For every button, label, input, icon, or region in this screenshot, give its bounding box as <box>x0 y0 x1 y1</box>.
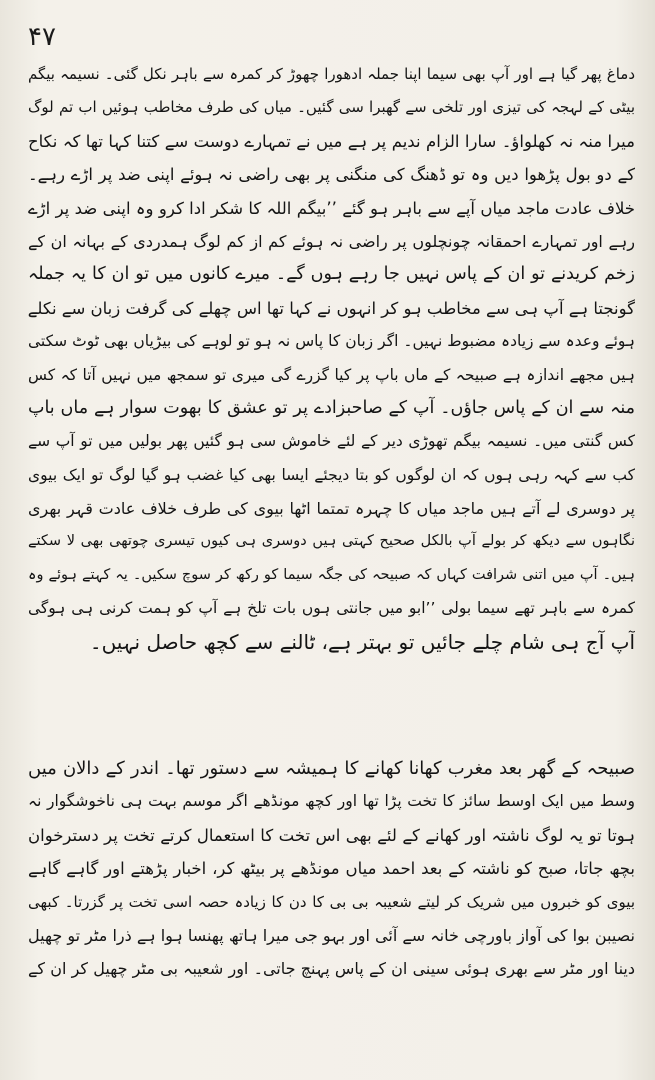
text-line: میرا منہ نہ کھلواؤ۔ سارا الزام ندیم پر ہے میں نے تمہارے دوست سے کتنا کہا تھا کہ نکاح <box>28 131 635 151</box>
text-line: دینا اور مٹر سے بھری ہوئی سینی ان کے پاس پہنچ جاتی۔ اور شعیبہ بی مٹر چھیل کر ان کے <box>28 959 635 979</box>
text-line: کب سے کہہ رہی ہوں کہ ان لوگوں کو بتا دیجئے ایسا بھی کیا غضب ہو گیا لوگ تو ایک بیوی <box>28 465 635 484</box>
paragraph-2 <box>28 752 635 986</box>
page-number: ۴۷ <box>28 22 56 52</box>
text-line: دماغ پھر گیا ہے اور آپ بھی سیما اپنا جملہ ادھورا چھوڑ کر کمرہ سے باہر نکل گئی۔ نسیمہ بیگم <box>28 65 635 83</box>
paragraph-1 <box>28 58 635 659</box>
text-line: صبیحہ کے گھر بعد مغرب کھانا کھانے کا ہمیشہ سے دستور تھا۔ اندر کے دالان میں <box>28 758 635 779</box>
text-line: کے دو بول پڑھوا دیں وہ تو ڈھنگ کی منگنی پر بھی راضی نہ ہوئے اپنی ضد پر اڑے رہے۔ <box>28 165 635 185</box>
text-line: ہیں۔ آپ میں اتنی شرافت کہاں کہ صبیحہ کی جگہ سیما کو رکھ کر سوچ سکیں۔ یہ کہتے ہوئے وہ <box>28 566 635 583</box>
text-line: وسط میں ایک اوسط سائز کا تخت پڑا تھا اور کچھ مونڈھے اگر موسم بہت ہی ناخوشگوار نہ <box>28 792 635 811</box>
text-line: ہوئے وعدہ سے زیادہ مضبوط نہیں۔ اگر زبان کا پاس نہ ہو تو لوہے کی بیڑیاں بھی ٹوٹ سکتی <box>28 332 635 351</box>
text-line: گونجتا ہے آپ ہی سے مخاطب ہو کر انہوں نے کہا تھا اس چھلے کی گرفت زبان سے نکلے <box>28 298 635 318</box>
text-line: آپ آج ہی شام چلے جائیں تو بہتر ہے، ٹالنے سے کچھ حاصل نہیں۔ <box>89 629 635 654</box>
text-line: پر دوسری لے آتے ہیں ماجد میاں کا چہرہ تمتما اٹھا بیوی کی طرف خلاف عادت قہر بھری <box>28 499 635 519</box>
text-line: بیوی کو خبروں میں شریک کر لیتے شعیبہ بی بی کا دن کا زیادہ حصہ اسی تخت پر گزرتا۔ کبھی <box>28 892 635 911</box>
text-line: نگاہوں سے دیکھ کر بولے آپ بالکل صحیح کہتی ہیں دوسری ہی کیوں تیسری چوتھی بھی لا سکتے <box>28 533 635 550</box>
text-line: بیٹی کے لہجہ کی تیزی اور تلخی سے گھبرا سی گئیں۔ میاں کی طرف مخاطب ہوئیں اب تم لوگ <box>28 98 635 117</box>
text-line: ہوتا تو یہ لوگ ناشتہ اور کھانے کے لئے بھی اس تخت کا استعمال کرتے تخت پر دسترخوان <box>28 825 635 845</box>
text-line: خلاف عادت ماجد میاں آپے سے باہر ہو گئے ’’بیگم اللہ کا شکر ادا کرو وہ اپنی ضد پر اڑے <box>28 198 635 218</box>
text-line: زخم کریدنے تو ان کے پاس نہیں جا رہے ہوں گے۔ میرے کانوں میں تو ان کا یہ جملہ <box>28 264 635 285</box>
text-line: بچھ جاتا، صبح کو ناشتہ کے بعد احمد میاں مونڈھے پر بیٹھ کر، اخبار پڑھتے اور گاہے گاہے <box>28 859 635 879</box>
text-line: ہیں مجھے اندازہ ہے صبیحہ کے ماں باپ پر کیا گزرے گی میری تو سمجھ میں نہیں آتا کہ کس <box>28 365 635 384</box>
text-line: کمرہ سے باہر تھے سیما بولی ’’ابو میں جانتی ہوں بات تلخ ہے آپ کو ہمت کرنی ہی ہوگی <box>28 599 635 618</box>
text-line: نصیبن بوا کی آواز باورچی خانہ سے آئی اور بہو جی میرا ہاتھ پھنسا ہوا ہے ذرا مٹر تو چھیل <box>28 925 635 945</box>
text-line: کس گنتی میں۔ نسیمہ بیگم تھوڑی دیر کے لئے خاموش سی ہو گئیں پھر بولیں میں تو آپ سے <box>28 432 635 451</box>
text-line: رہے اور تمہارے احمقانہ چونچلوں پر راضی نہ ہوئے کم از کم لوگ ہمدردی کے بہانہ ان کے <box>28 231 635 251</box>
text-line: منہ سے ان کے پاس جاؤں۔ آپ کے صاحبزادے پر تو عشق کا بھوت سوار ہے ماں باپ <box>28 397 635 418</box>
